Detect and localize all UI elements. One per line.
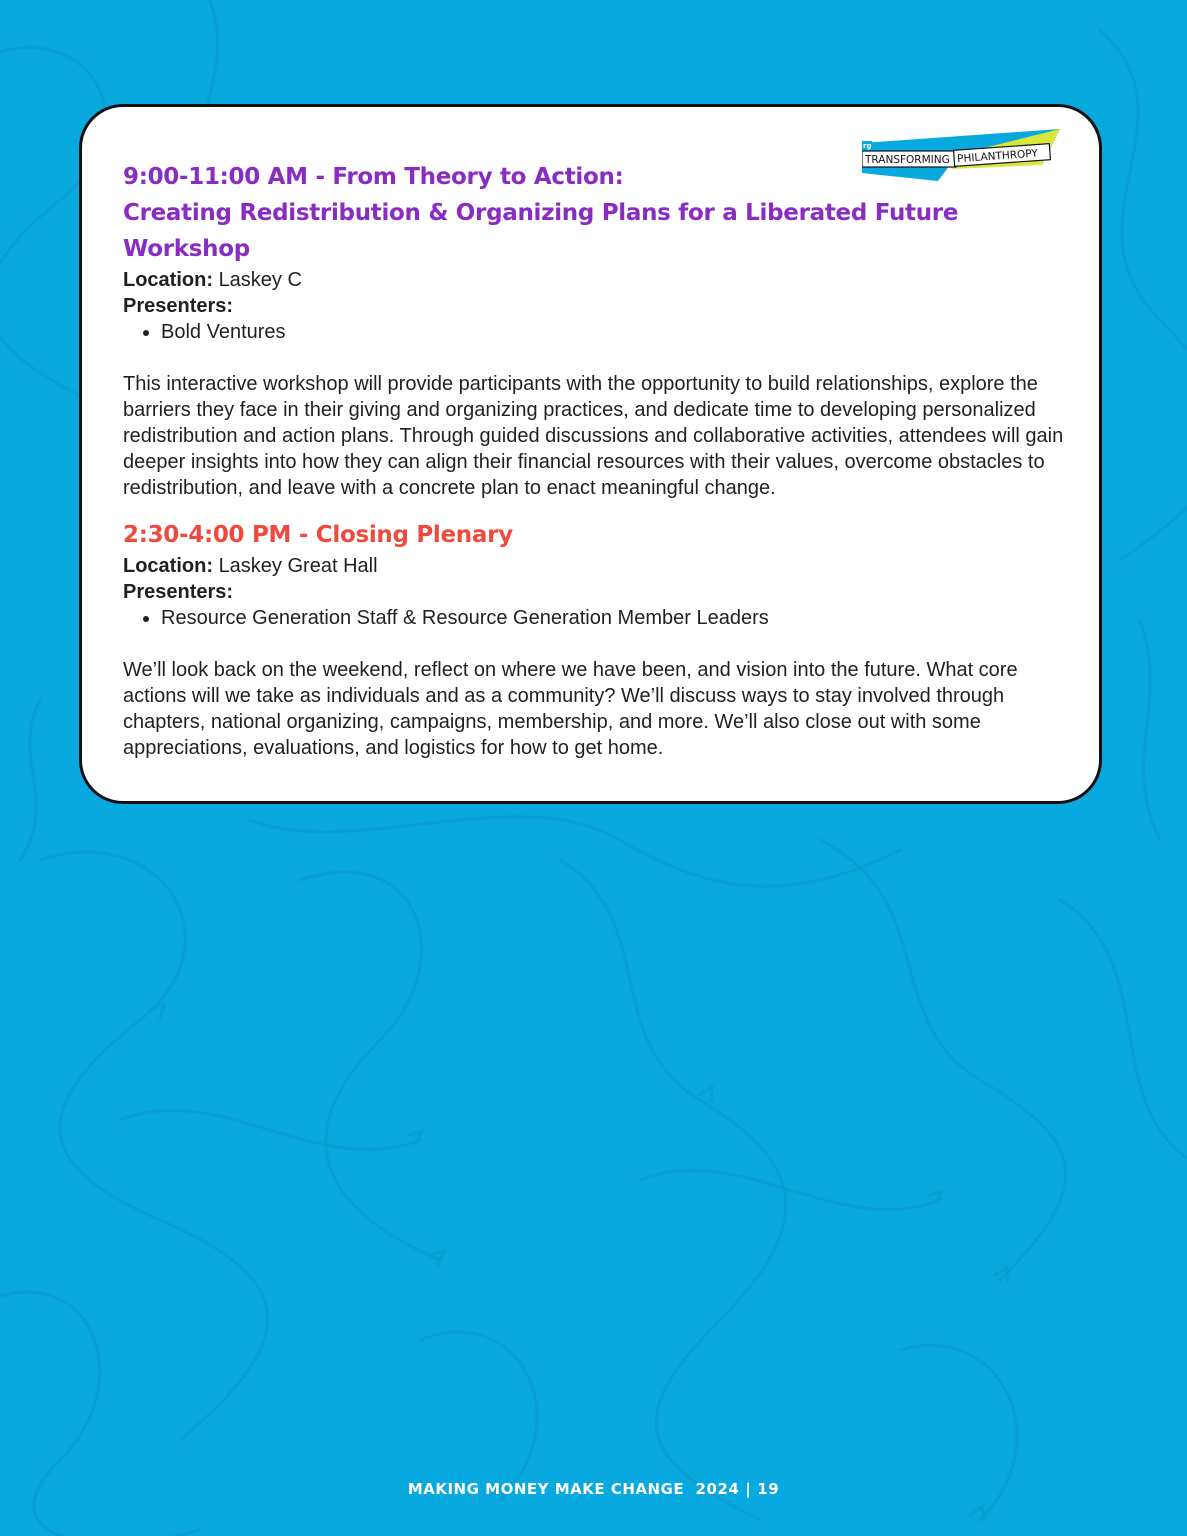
session-workshop <box>123 159 1073 501</box>
publication-title: MAKING MONEY MAKE CHANGE 2024 <box>407 1480 740 1498</box>
session-location <box>123 553 1073 579</box>
session-closing-plenary <box>123 517 1073 761</box>
logo-word1: TRANSFORMING <box>865 154 950 166</box>
logo-word2: PHILANTHROPY <box>956 147 1039 166</box>
session-title-line1: 9:00-11:00 AM - From Theory to Action: <box>123 164 624 190</box>
page-footer <box>0 1480 1187 1498</box>
schedule-card <box>79 104 1102 804</box>
presenter-item: • Bold Ventures <box>161 319 1073 345</box>
presenters-label: Presenters: <box>123 295 234 317</box>
presenters-heading <box>123 579 1073 605</box>
presenters-list <box>123 319 1073 345</box>
page-number: 19 <box>757 1480 780 1498</box>
session-description: We’ll look back on the weekend, reflect on where we have been, and vision into the future. What core actions will we take as individuals and as a community? We’ll discuss ways to stay involved through chapters, national organizing, campaigns, membership, and more. We’ll also close out with some appreciations, evaluations, and logistics for how to get home. <box>123 659 1018 759</box>
presenters-list <box>123 605 1073 631</box>
session-location <box>123 267 1073 293</box>
location-label: Location: <box>123 555 213 577</box>
presenter-item: • Resource Generation Staff & Resource Generation Member Leaders <box>161 605 1073 631</box>
session-title: 2:30-4:00 PM - Closing Plenary <box>123 522 513 548</box>
presenters-heading <box>123 293 1073 319</box>
session-description: This interactive workshop will provide participants with the opportunity to build relationships, explore the barriers they face in their giving and organizing practices, and dedicate time to developing personalized redistribution and action plans. Through guided discussions and collaborative activities, attendees will gain deeper insights into how they can align their financial resources with their values, overcome obstacles to redistribution, and leave with a concrete plan to enact meaningful change. <box>123 373 1064 499</box>
logo-badge-text: rg <box>863 142 872 150</box>
footer-separator: | <box>745 1480 752 1498</box>
location-value: Laskey C <box>218 269 302 291</box>
location-label: Location: <box>123 269 213 291</box>
session-title-line2: Creating Redistribution & Organizing Plans for a Liberated Future Workshop <box>123 200 959 262</box>
location-value: Laskey Great Hall <box>218 555 378 577</box>
card-content <box>123 159 1073 761</box>
presenters-label: Presenters: <box>123 581 234 603</box>
